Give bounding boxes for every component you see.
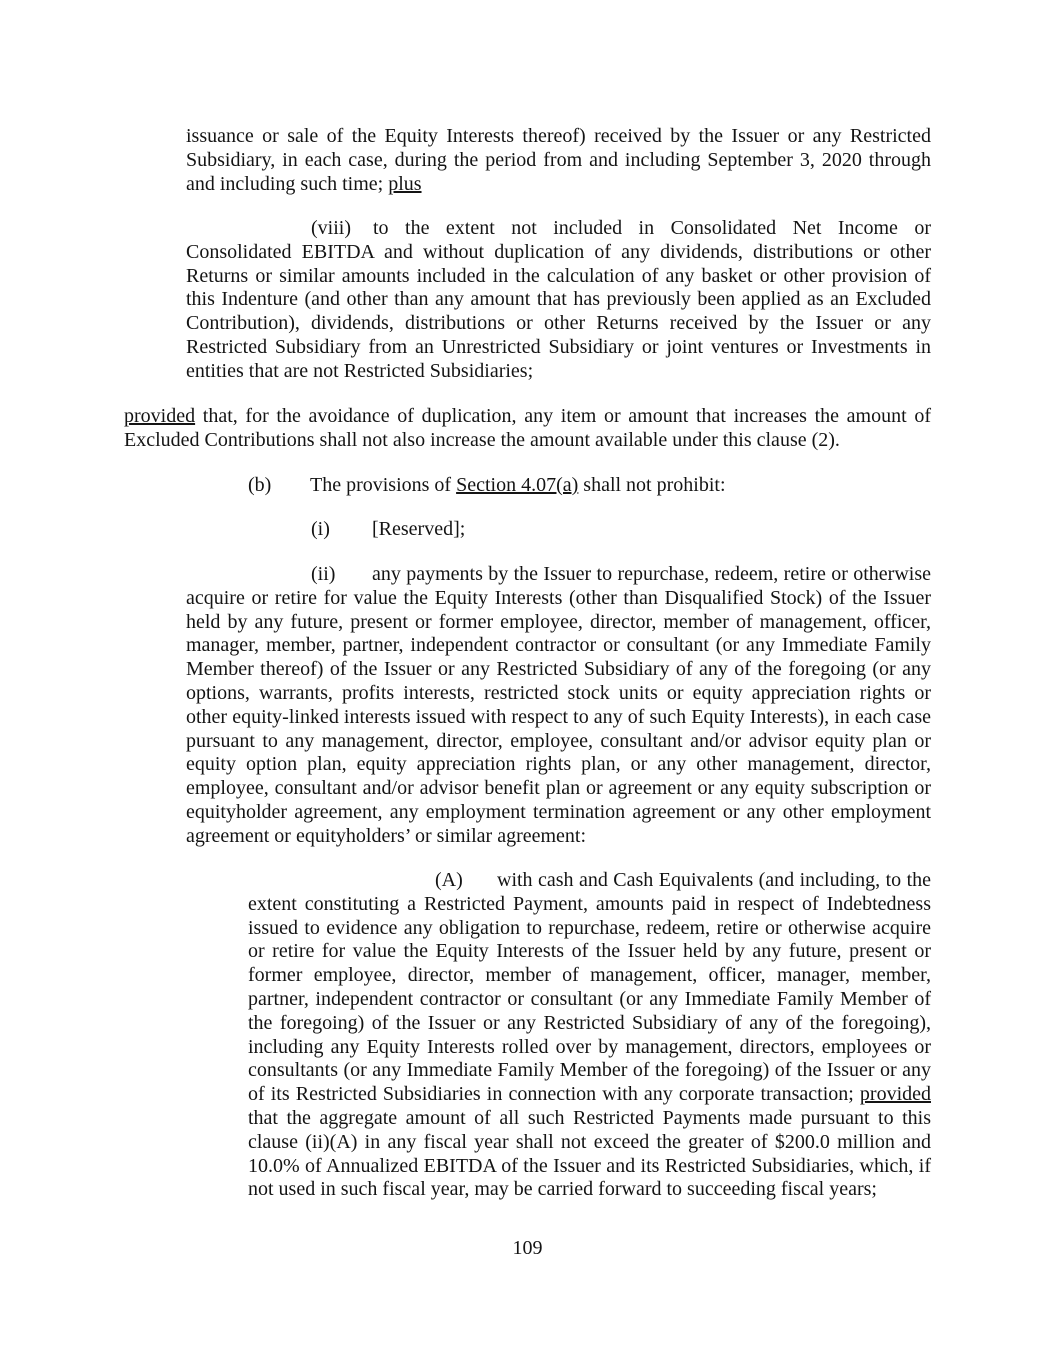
section-reference: Section 4.07(a) (456, 474, 579, 496)
proviso-text: that, for the avoidance of duplication, any item or amount that increases the amount of Excluded Contributions shall not also increase the amount available under this clause (2). (124, 405, 931, 451)
clause-ii-a-text-b: that the aggregate amount of all such Restricted Payments made pursuant to this clause (ii)(A) in any fiscal year shall not exceed the greater of $200.0 million and 10.0% of Annualized EBITDA of the Issuer and its Restricted Subsidiaries, which, if not used in such fiscal year, may be carried forward to succeeding fiscal years; (248, 1106, 931, 1201)
clause-b-pre: The provisions of (310, 474, 457, 496)
clause-b (248, 474, 931, 498)
clause-i-label: (i) (311, 518, 330, 540)
proviso-paragraph (124, 405, 931, 453)
clause-ii (186, 563, 931, 849)
page-number: 109 (512, 1237, 543, 1259)
clause-viii-label: (viii) (311, 217, 351, 239)
clause-b-label: (b) (248, 474, 272, 496)
clause-ii-a-label: (A) (435, 869, 463, 891)
paragraph-continuation (186, 125, 931, 196)
clause-ii-a (248, 869, 931, 1202)
provided-term-2: provided (859, 1083, 931, 1106)
clause-ii-text: any payments by the Issuer to repurchase, redeem, retire or otherwise acquire or retire for value the Equity Interests (other than Disqualified Stock) of the Issuer held by any future, present or former employee, director, member of management, officer, manager, member, partner, independent contractor or consultant (or any Immediate Family Member thereof) of the Issuer or any Restricted Subsidiary of any of the foregoing (or any options, warrants, profits interests, restricted stock units or equity appreciation rights or other equity-linked interests issued with respect to any of such Equity Interests), in each case pursuant to any management, director, employee, consultant and/or advisor equity plan or equity option plan, equity appreciation rights plan, or any other management, director, employee, consultant and/or advisor benefit plan or agreement or any equity subscription or equityholder agreement, any employment termination agreement or any other employment agreement or equityholders’ or similar agreement: (186, 563, 931, 847)
clause-ii-a-text-a: with cash and Cash Equivalents (and including, to the extent constituting a Restricted Payment, amounts paid in respect of Indebtedness issued to evidence any obligation to repurchase, redeem, retire or otherwise acquire or retire for value the Equity Interests of the Issuer held by any future, present or former employee, director, member of management, officer, manager, member, partner, independent contractor or consultant (or any Immediate Family Member of the foregoing) of the Issuer or any Restricted Subsidiary of any of the foregoing), including any Equity Interests rolled over by management, directors, employees or consultants (or any Immediate Family Member of the foregoing) of the Issuer or any of its Restricted Subsidiaries in connection with any corporate transaction; (248, 869, 931, 1106)
clause-i (311, 518, 931, 542)
paragraph-continuation-text: issuance or sale of the Equity Interests thereof) received by the Issuer or any Restricted Subsidiary, in each case, during the period from and including September 3, 2020 through and including such time; (186, 125, 931, 195)
clause-viii-text: to the extent not included in Consolidated Net Income or Consolidated EBITDA and without duplication of any dividends, distributions or other Returns or similar amounts included in the calculation of any basket or other provision of this Indenture (and other than any amount that has previously been applied as an Excluded Contribution), dividends, distributions or other Returns received by the Issuer or any Restricted Subsidiary from an Unrestricted Subsidiary or joint ventures or Investments in entities that are not Restricted Subsidiaries; (186, 217, 931, 382)
plus-term: plus (388, 172, 422, 195)
provided-term: provided (124, 405, 196, 427)
clause-viii (186, 217, 931, 384)
clause-i-text: [Reserved]; (372, 518, 466, 540)
clause-b-post: shall not prohibit: (578, 474, 726, 496)
clause-ii-label: (ii) (311, 563, 336, 585)
